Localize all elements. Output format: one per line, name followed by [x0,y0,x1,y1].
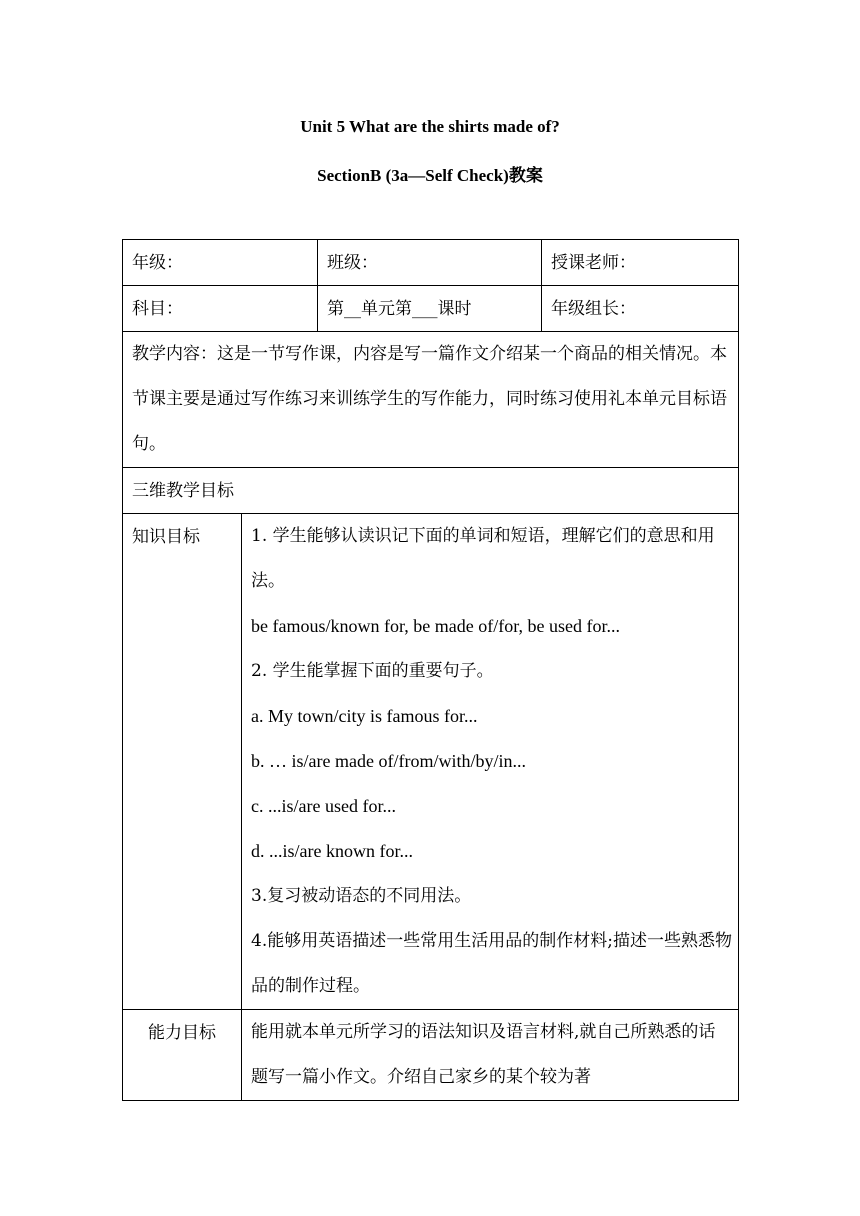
grade-cell: 年级： [123,240,318,286]
knowledge-item: 4.能够用英语描述一些常用生活用品的制作材料;描述一些熟悉物品的制作过程。 [251,931,732,996]
teacher-cell: 授课老师： [542,240,739,286]
knowledge-item: d. ...is/are known for... [251,841,413,861]
ability-goal-label: 能力目标 [123,1010,242,1101]
knowledge-item: b. … is/are made of/from/with/by/in... [251,751,526,771]
table-row [123,1010,739,1101]
document-subtitle: SectionB (3a—Self Check)教案 [317,166,543,185]
knowledge-item: be famous/known for, be made of/for, be used for... [251,616,620,636]
table-row [123,514,739,1010]
goals-heading-cell: 三维教学目标 [123,468,739,514]
knowledge-goal-label: 知识目标 [123,514,242,1010]
table-row [123,468,739,514]
knowledge-item: 3.复习被动语态的不同用法。 [251,886,472,906]
knowledge-item: 2. 学生能掌握下面的重要句子。 [251,661,494,681]
knowledge-item: 1. 学生能够认读识记下面的单词和短语，理解它们的意思和用法。 [251,526,715,591]
lesson-plan-table [122,239,739,1101]
document-title: Unit 5 What are the shirts made of? [300,117,560,136]
unit-lesson-cell: 第__单元第___课时 [318,286,542,332]
group-leader-cell: 年级组长： [542,286,739,332]
knowledge-item: c. ...is/are used for... [251,796,396,816]
class-cell: 班级： [318,240,542,286]
table-row [123,240,739,286]
subject-cell: 科目： [123,286,318,332]
knowledge-item: a. My town/city is famous for... [251,706,478,726]
knowledge-goal-cell [242,514,739,1010]
teaching-content-cell: 教学内容：这是一节写作课，内容是写一篇作文介绍某一个商品的相关情况。本节课主要是通过写作练习来训练学生的写作能力，同时练习使用礼本单元目标语句。 [123,332,739,468]
table-row [123,286,739,332]
table-row [123,332,739,468]
ability-goal-cell: 能用就本单元所学习的语法知识及语言材料,就自己所熟悉的话题写一篇小作文。介绍自己家乡的某个较为著 [242,1010,739,1101]
